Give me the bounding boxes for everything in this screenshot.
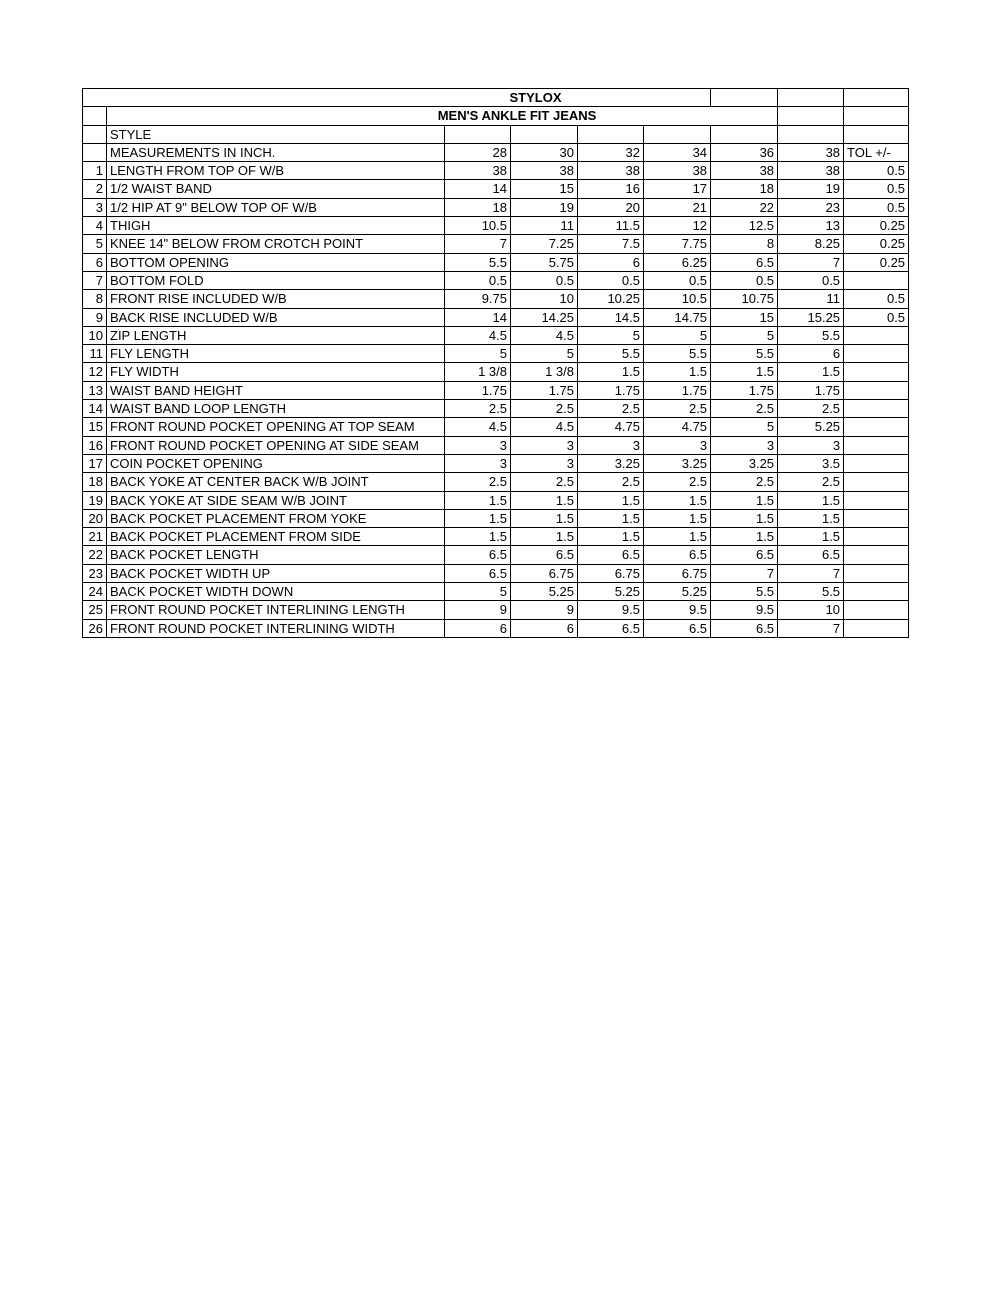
measurement-value-cell: 8.25 [778,235,844,253]
measurement-value-cell: 12.5 [711,217,778,235]
measurement-value-cell: 3 [578,436,644,454]
measurement-value-cell: 20 [578,198,644,216]
measurement-value-cell: 1.5 [578,509,644,527]
measurement-value-cell: 4.5 [511,326,578,344]
style-label-cell: STYLE [107,125,445,143]
measurement-value-cell: 5.5 [778,326,844,344]
measurement-value-cell: 10 [511,290,578,308]
measurement-value-cell: 5.5 [778,583,844,601]
measurement-value-cell: 5.5 [644,345,711,363]
measurement-value-cell: 1.5 [644,509,711,527]
tolerance-value-cell: 0.5 [844,308,909,326]
measurement-value-cell: 18 [445,198,511,216]
tolerance-value-cell [844,363,909,381]
measurement-value-cell: 0.5 [578,271,644,289]
empty-cell [778,107,844,125]
row-number-cell: 5 [83,235,107,253]
measurement-value-cell: 38 [711,162,778,180]
measurement-value-cell: 10 [778,601,844,619]
measurement-value-cell: 1.75 [711,381,778,399]
measurement-value-cell: 38 [578,162,644,180]
row-number-cell: 15 [83,418,107,436]
empty-cell [644,125,711,143]
tolerance-value-cell [844,418,909,436]
measurement-value-cell: 18 [711,180,778,198]
row-number-cell: 1 [83,162,107,180]
measurement-name-cell: FRONT ROUND POCKET INTERLINING LENGTH [107,601,445,619]
tolerance-value-cell: 0.5 [844,198,909,216]
measurement-name-cell: WAIST BAND HEIGHT [107,381,445,399]
tolerance-value-cell [844,473,909,491]
tolerance-value-cell [844,528,909,546]
row-number-cell: 8 [83,290,107,308]
row-number-cell: 13 [83,381,107,399]
measurement-row [83,619,909,637]
measurement-row [83,326,909,344]
empty-cell [778,89,844,107]
measurement-value-cell: 2.5 [778,473,844,491]
row-number-cell: 22 [83,546,107,564]
measurement-row [83,528,909,546]
tolerance-value-cell [844,381,909,399]
row-number-cell: 3 [83,198,107,216]
measurements-label-cell: MEASUREMENTS IN INCH. [107,143,445,161]
measurement-name-cell: BACK YOKE AT SIDE SEAM W/B JOINT [107,491,445,509]
measurement-value-cell: 4.75 [578,418,644,436]
measurement-value-cell: 15 [711,308,778,326]
size-column-header: 38 [778,143,844,161]
row-number-cell: 12 [83,363,107,381]
row-number-cell: 9 [83,308,107,326]
empty-cell [711,89,778,107]
measurement-value-cell: 5 [578,326,644,344]
measurement-name-cell: KNEE 14" BELOW FROM CROTCH POINT [107,235,445,253]
measurement-value-cell: 2.5 [445,473,511,491]
measurement-value-cell: 3.25 [711,454,778,472]
measurement-value-cell: 38 [778,162,844,180]
title-row [83,89,909,107]
measurement-value-cell: 3 [511,436,578,454]
measurement-value-cell: 19 [511,198,578,216]
measurement-value-cell: 2.5 [644,400,711,418]
measurement-row [83,546,909,564]
measurement-value-cell: 3 [445,436,511,454]
measurement-value-cell: 5.5 [445,253,511,271]
measurement-value-cell: 7 [711,564,778,582]
tolerance-value-cell [844,345,909,363]
size-column-header: 30 [511,143,578,161]
measurement-value-cell: 6 [578,253,644,271]
measurement-value-cell: 6.5 [445,564,511,582]
measurement-value-cell: 5.5 [711,345,778,363]
measurement-name-cell: FRONT ROUND POCKET INTERLINING WIDTH [107,619,445,637]
measurement-value-cell: 1.5 [778,363,844,381]
tolerance-value-cell [844,564,909,582]
measurement-value-cell: 1.5 [644,363,711,381]
measurement-value-cell: 2.5 [711,473,778,491]
measurement-row [83,601,909,619]
measurement-value-cell: 1.5 [445,528,511,546]
measurement-row [83,308,909,326]
measurement-value-cell: 6.5 [578,546,644,564]
measurement-value-cell: 0.5 [445,271,511,289]
measurement-value-cell: 6 [445,619,511,637]
measurement-value-cell: 23 [778,198,844,216]
measurement-value-cell: 4.5 [511,418,578,436]
measurement-value-cell: 1.75 [511,381,578,399]
measurement-row [83,564,909,582]
measurement-name-cell: BACK POCKET PLACEMENT FROM YOKE [107,509,445,527]
measurement-name-cell: FRONT ROUND POCKET OPENING AT SIDE SEAM [107,436,445,454]
measurement-value-cell: 1.5 [578,491,644,509]
measurement-value-cell: 0.5 [644,271,711,289]
measurement-value-cell: 5.25 [778,418,844,436]
measurement-value-cell: 2.5 [644,473,711,491]
measurement-value-cell: 0.5 [778,271,844,289]
size-header-row [83,143,909,161]
empty-cell [844,107,909,125]
measurement-row [83,217,909,235]
measurement-name-cell: ZIP LENGTH [107,326,445,344]
empty-cell [83,143,107,161]
tolerance-value-cell: 0.5 [844,162,909,180]
row-number-cell: 10 [83,326,107,344]
measurement-value-cell: 5 [711,326,778,344]
measurement-value-cell: 10.5 [445,217,511,235]
row-number-cell: 2 [83,180,107,198]
measurement-row [83,400,909,418]
measurement-value-cell: 11.5 [578,217,644,235]
tolerance-value-cell [844,400,909,418]
measurement-value-cell: 8 [711,235,778,253]
measurement-value-cell: 9.5 [578,601,644,619]
measurement-value-cell: 5 [445,583,511,601]
empty-cell [778,125,844,143]
empty-cell [578,125,644,143]
measurement-row [83,363,909,381]
tolerance-column-header: TOL +/- [844,143,909,161]
tolerance-value-cell: 0.25 [844,253,909,271]
measurement-value-cell: 1.5 [511,491,578,509]
size-column-header: 36 [711,143,778,161]
row-number-cell: 16 [83,436,107,454]
measurement-value-cell: 17 [644,180,711,198]
measurement-value-cell: 5 [445,345,511,363]
measurement-value-cell: 14 [445,180,511,198]
tolerance-value-cell [844,546,909,564]
measurement-value-cell: 3 [644,436,711,454]
tolerance-value-cell [844,583,909,601]
measurement-value-cell: 6.5 [644,619,711,637]
measurement-value-cell: 6.5 [711,619,778,637]
measurement-value-cell: 6.5 [711,546,778,564]
measurement-value-cell: 1 3/8 [445,363,511,381]
measurement-row [83,473,909,491]
measurement-value-cell: 5.25 [644,583,711,601]
row-number-cell: 23 [83,564,107,582]
measurement-value-cell: 3.5 [778,454,844,472]
measurement-row [83,271,909,289]
measurement-value-cell: 1.5 [711,509,778,527]
measurement-value-cell: 1.5 [778,528,844,546]
measurement-value-cell: 16 [578,180,644,198]
measurement-value-cell: 7 [445,235,511,253]
measurement-value-cell: 9.75 [445,290,511,308]
measurement-value-cell: 1.75 [778,381,844,399]
measurement-value-cell: 1.75 [445,381,511,399]
measurement-value-cell: 14.75 [644,308,711,326]
measurement-value-cell: 38 [511,162,578,180]
measurement-value-cell: 9.5 [711,601,778,619]
empty-cell [83,107,107,125]
measurement-value-cell: 5 [511,345,578,363]
measurement-value-cell: 10.25 [578,290,644,308]
measurement-value-cell: 1.5 [711,491,778,509]
measurement-value-cell: 1.5 [711,363,778,381]
measurement-value-cell: 15.25 [778,308,844,326]
measurement-value-cell: 11 [778,290,844,308]
measurement-row [83,509,909,527]
measurement-value-cell: 6.75 [644,564,711,582]
measurement-value-cell: 1.75 [578,381,644,399]
measurement-name-cell: FRONT RISE INCLUDED W/B [107,290,445,308]
measurement-value-cell: 5.25 [578,583,644,601]
measurement-name-cell: FLY WIDTH [107,363,445,381]
measurement-value-cell: 6 [778,345,844,363]
measurement-value-cell: 5 [644,326,711,344]
measurement-name-cell: BACK YOKE AT CENTER BACK W/B JOINT [107,473,445,491]
measurement-row [83,253,909,271]
measurement-name-cell: BOTTOM FOLD [107,271,445,289]
measurement-value-cell: 1 3/8 [511,363,578,381]
measurement-value-cell: 6 [511,619,578,637]
measurement-value-cell: 6.5 [578,619,644,637]
measurement-name-cell: 1/2 HIP AT 9" BELOW TOP OF W/B [107,198,445,216]
row-number-cell: 17 [83,454,107,472]
size-column-header: 34 [644,143,711,161]
measurement-value-cell: 6.5 [445,546,511,564]
measurement-value-cell: 2.5 [511,400,578,418]
product-subtitle-cell [107,107,778,125]
measurement-value-cell: 2.5 [578,473,644,491]
measurement-row [83,381,909,399]
measurement-row [83,491,909,509]
measurement-name-cell: BACK POCKET LENGTH [107,546,445,564]
product-subtitle: MEN'S ANKLE FIT JEANS [437,108,597,124]
measurement-name-cell: FRONT ROUND POCKET OPENING AT TOP SEAM [107,418,445,436]
measurement-value-cell: 2.5 [445,400,511,418]
row-number-cell: 26 [83,619,107,637]
measurement-value-cell: 1.5 [578,363,644,381]
tolerance-value-cell [844,271,909,289]
empty-cell [844,125,909,143]
tolerance-value-cell [844,326,909,344]
measurement-value-cell: 1.5 [445,491,511,509]
measurement-name-cell: BACK POCKET PLACEMENT FROM SIDE [107,528,445,546]
measurement-value-cell: 12 [644,217,711,235]
measurement-value-cell: 7 [778,253,844,271]
measurement-name-cell: BACK POCKET WIDTH UP [107,564,445,582]
measurement-value-cell: 1.5 [644,491,711,509]
size-column-header: 28 [445,143,511,161]
measurement-value-cell: 14.25 [511,308,578,326]
tolerance-value-cell [844,491,909,509]
measurement-value-cell: 21 [644,198,711,216]
brand-title-cell [83,89,711,107]
measurement-value-cell: 10.5 [644,290,711,308]
measurement-value-cell: 9.5 [644,601,711,619]
row-number-cell: 24 [83,583,107,601]
measurement-row [83,436,909,454]
measurement-name-cell: COIN POCKET OPENING [107,454,445,472]
row-number-cell: 21 [83,528,107,546]
measurement-value-cell: 7.5 [578,235,644,253]
tolerance-value-cell: 0.25 [844,235,909,253]
measurement-value-cell: 3 [511,454,578,472]
measurement-name-cell: FLY LENGTH [107,345,445,363]
measurement-value-cell: 5.25 [511,583,578,601]
measurement-row [83,290,909,308]
measurement-value-cell: 5.75 [511,253,578,271]
measurement-name-cell: THIGH [107,217,445,235]
measurement-value-cell: 6.75 [511,564,578,582]
measurement-value-cell: 5.5 [578,345,644,363]
measurement-value-cell: 3.25 [644,454,711,472]
row-number-cell: 20 [83,509,107,527]
empty-cell [711,125,778,143]
measurement-value-cell: 6.25 [644,253,711,271]
measurement-value-cell: 1.75 [644,381,711,399]
row-number-cell: 25 [83,601,107,619]
measurement-value-cell: 38 [445,162,511,180]
measurement-value-cell: 3 [445,454,511,472]
measurement-value-cell: 6.5 [778,546,844,564]
measurement-value-cell: 7 [778,564,844,582]
measurement-value-cell: 7.25 [511,235,578,253]
tolerance-value-cell [844,619,909,637]
measurement-value-cell: 1.5 [511,509,578,527]
measurement-value-cell: 6.5 [711,253,778,271]
measurement-value-cell: 4.5 [445,326,511,344]
measurement-value-cell: 3.25 [578,454,644,472]
measurement-value-cell: 7 [778,619,844,637]
measurement-row [83,345,909,363]
measurement-value-cell: 11 [511,217,578,235]
measurement-value-cell: 2.5 [511,473,578,491]
measurement-name-cell: BOTTOM OPENING [107,253,445,271]
measurement-value-cell: 1.5 [578,528,644,546]
measurement-row [83,198,909,216]
measurement-value-cell: 7.75 [644,235,711,253]
measurement-value-cell: 5 [711,418,778,436]
measurement-value-cell: 10.75 [711,290,778,308]
row-number-cell: 7 [83,271,107,289]
measurement-value-cell: 14.5 [578,308,644,326]
measurement-name-cell: WAIST BAND LOOP LENGTH [107,400,445,418]
measurement-value-cell: 1.5 [778,509,844,527]
tolerance-value-cell: 0.25 [844,217,909,235]
style-row [83,125,909,143]
measurement-name-cell: LENGTH FROM TOP OF W/B [107,162,445,180]
measurement-spec-table [82,88,909,638]
measurement-row [83,583,909,601]
row-number-cell: 11 [83,345,107,363]
size-column-header: 32 [578,143,644,161]
empty-cell [511,125,578,143]
tolerance-value-cell [844,454,909,472]
tolerance-value-cell: 0.5 [844,180,909,198]
measurement-value-cell: 2.5 [711,400,778,418]
measurement-name-cell: BACK POCKET WIDTH DOWN [107,583,445,601]
brand-title: STYLOX [509,90,562,105]
tolerance-value-cell [844,436,909,454]
measurement-name-cell: BACK RISE INCLUDED W/B [107,308,445,326]
empty-cell [445,125,511,143]
measurement-value-cell: 9 [445,601,511,619]
measurement-value-cell: 14 [445,308,511,326]
measurement-value-cell: 4.5 [445,418,511,436]
measurement-value-cell: 2.5 [578,400,644,418]
measurement-value-cell: 6.5 [644,546,711,564]
measurement-value-cell: 4.75 [644,418,711,436]
row-number-cell: 19 [83,491,107,509]
measurement-value-cell: 2.5 [778,400,844,418]
subtitle-row [83,107,909,125]
measurement-value-cell: 13 [778,217,844,235]
measurement-value-cell: 6.75 [578,564,644,582]
measurement-value-cell: 3 [711,436,778,454]
measurement-value-cell: 1.5 [778,491,844,509]
measurement-value-cell: 1.5 [644,528,711,546]
measurement-row [83,180,909,198]
tolerance-value-cell: 0.5 [844,290,909,308]
measurement-value-cell: 3 [778,436,844,454]
measurement-value-cell: 6.5 [511,546,578,564]
measurement-name-cell: 1/2 WAIST BAND [107,180,445,198]
measurement-value-cell: 0.5 [511,271,578,289]
measurement-value-cell: 1.5 [511,528,578,546]
measurement-value-cell: 5.5 [711,583,778,601]
empty-cell [83,125,107,143]
empty-cell [844,89,909,107]
measurement-value-cell: 0.5 [711,271,778,289]
measurement-value-cell: 22 [711,198,778,216]
measurement-value-cell: 1.5 [711,528,778,546]
measurement-row [83,454,909,472]
row-number-cell: 14 [83,400,107,418]
tolerance-value-cell [844,601,909,619]
measurement-value-cell: 15 [511,180,578,198]
row-number-cell: 4 [83,217,107,235]
measurement-row [83,162,909,180]
measurement-value-cell: 19 [778,180,844,198]
row-number-cell: 18 [83,473,107,491]
measurement-value-cell: 1.5 [445,509,511,527]
measurement-value-cell: 38 [644,162,711,180]
row-number-cell: 6 [83,253,107,271]
measurement-row [83,418,909,436]
measurement-rows [83,162,909,638]
tolerance-value-cell [844,509,909,527]
measurement-value-cell: 9 [511,601,578,619]
measurement-row [83,235,909,253]
